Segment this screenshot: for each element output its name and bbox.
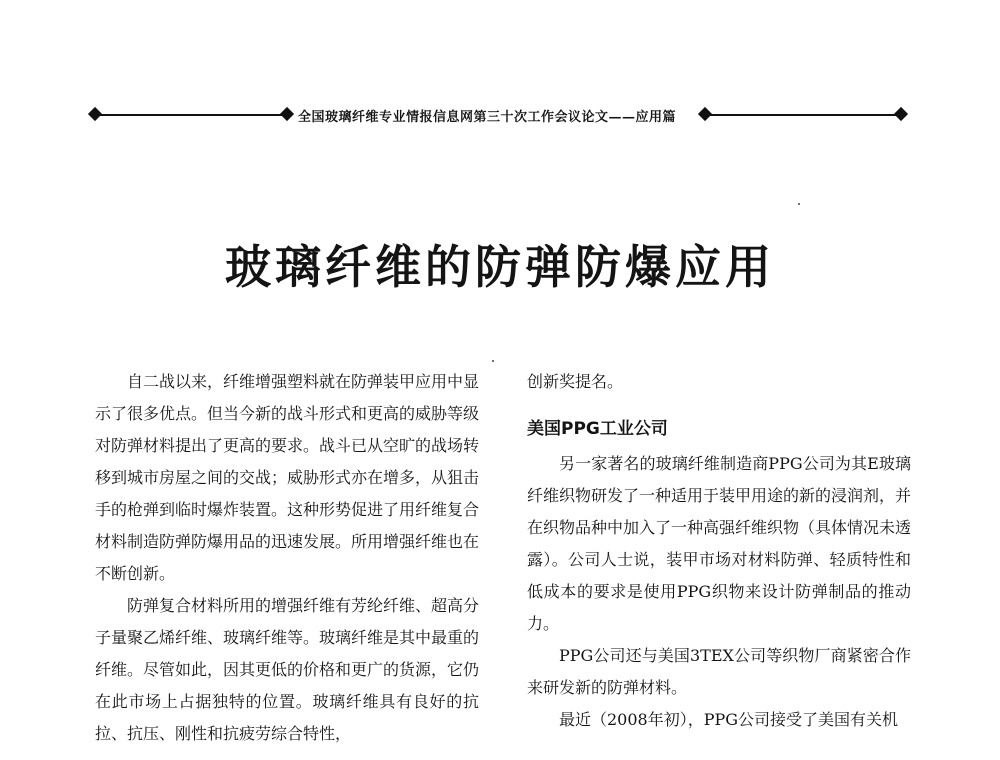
right-column bbox=[527, 366, 911, 736]
body-paragraph: 最近（2008年初），PPG公司接受了美国有关机 bbox=[559, 710, 899, 729]
body-paragraph: 自二战以来，纤维增强塑料就在防弹装甲应用中显示了很多优点。但当今新的战斗形式和更高的威胁等级对防弹材料提出了更高的要求。战斗已从空旷的战场转移到城市房屋之间的交战；威胁形式亦在增多，从狙击手的枪弹到临时爆炸装置。这种形势促进了用纤维复合材料制造防弹防爆用品的迅速发展。所用增强纤维也在不断创新。 bbox=[95, 372, 480, 583]
header-rule-right bbox=[706, 114, 904, 116]
header-rule-left bbox=[94, 114, 286, 116]
diamond-icon bbox=[280, 107, 294, 121]
running-header bbox=[88, 102, 910, 128]
body-paragraph: 防弹复合材料所用的增强纤维有芳纶纤维、超高分子量聚乙烯纤维、玻璃纤维等。玻璃纤维是其中最重的纤维。尽管如此，因其更低的价格和更广的货源，它仍在此市场上占据独特的位置。玻璃纤维具有良好的抗拉、抗压、刚性和抗疲劳综合特性， bbox=[95, 596, 480, 743]
diamond-icon bbox=[88, 107, 102, 121]
body-paragraph: PPG公司还与美国3TEX公司等织物厂商紧密合作来研发新的防弹材料。 bbox=[527, 646, 911, 697]
scan-speck bbox=[798, 203, 800, 205]
scan-speck bbox=[492, 360, 494, 362]
diamond-icon bbox=[894, 107, 908, 121]
section-heading: 美国PPG工业公司 bbox=[527, 419, 668, 439]
left-column bbox=[95, 366, 479, 750]
article-title: 玻璃纤维的防弹防爆应用 bbox=[225, 239, 775, 294]
continuation-text: 创新奖提名。 bbox=[527, 372, 624, 391]
running-title: 全国玻璃纤维专业情报信息网第三十次工作会议论文——应用篇 bbox=[298, 110, 677, 125]
body-paragraph: 另一家著名的玻璃纤维制造商PPG公司为其E玻璃纤维织物研发了一种适用于装甲用途的新的浸润剂，并在织物品种中加入了一种高强纤维织物（具体情况未透露）。公司人士说，装甲市场对材料防弹、轻质特性和低成本的要求是使用PPG织物来设计防弹制品的推动力。 bbox=[527, 454, 912, 633]
